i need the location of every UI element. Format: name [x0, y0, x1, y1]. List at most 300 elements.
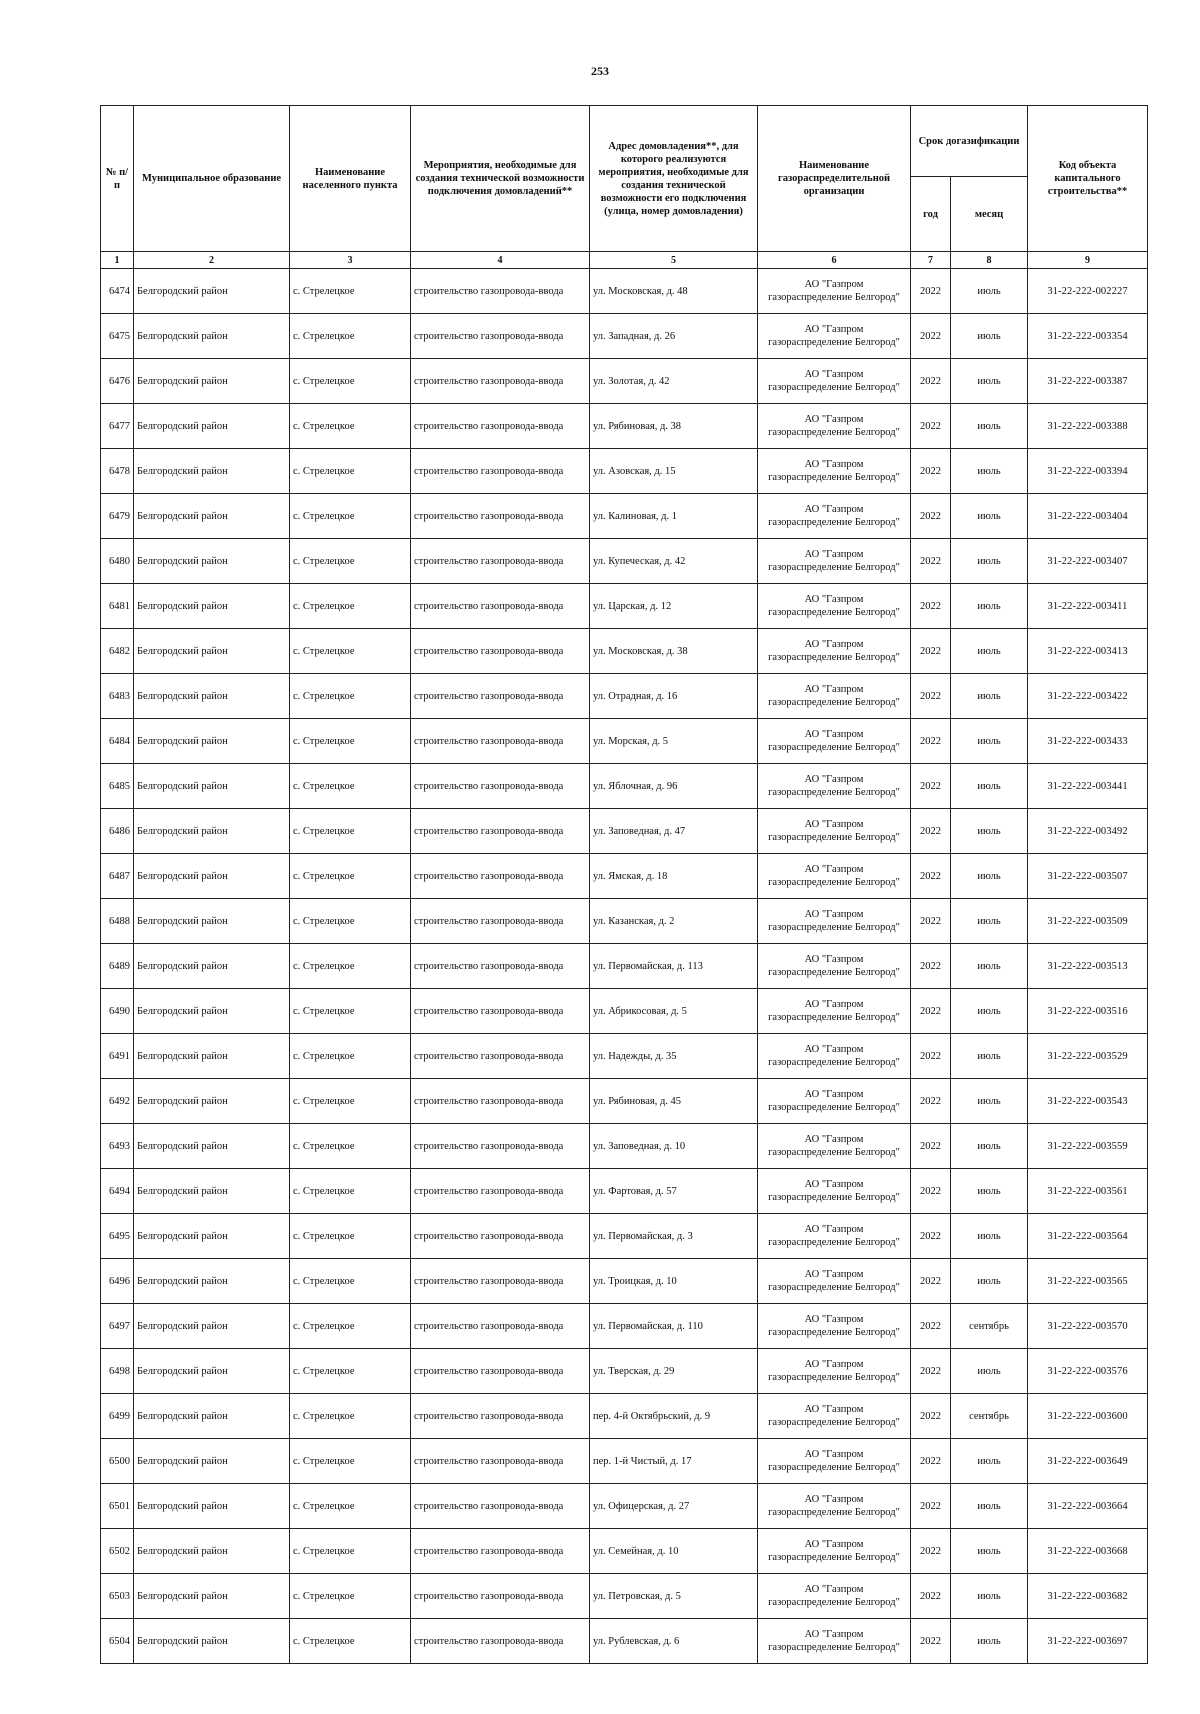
- address-cell: ул. Рублевская, д. 6: [590, 1619, 758, 1664]
- settlement-cell: с. Стрелецкое: [290, 449, 411, 494]
- object-code-cell: 31-22-222-003492: [1028, 809, 1148, 854]
- row-number: 6496: [101, 1259, 134, 1304]
- organization-cell: [758, 944, 911, 989]
- settlement-cell: с. Стрелецкое: [290, 1079, 411, 1124]
- address-cell: ул. Первомайская, д. 110: [590, 1304, 758, 1349]
- organization-cell: [758, 1394, 911, 1439]
- month-cell: июль: [951, 449, 1028, 494]
- measure-cell: строительство газопровода-ввода: [411, 989, 590, 1034]
- settlement-cell: с. Стрелецкое: [290, 1394, 411, 1439]
- object-code-cell: 31-22-222-003564: [1028, 1214, 1148, 1259]
- municipality-cell: Белгородский район: [134, 1259, 290, 1304]
- table-row: [101, 899, 1148, 944]
- object-code-cell: 31-22-222-003529: [1028, 1034, 1148, 1079]
- row-number: 6475: [101, 314, 134, 359]
- organization-line: газораспределение Белгород": [768, 1192, 900, 1203]
- table-row: [101, 1079, 1148, 1124]
- measure-cell: строительство газопровода-ввода: [411, 944, 590, 989]
- organization-cell: [758, 1574, 911, 1619]
- month-cell: июль: [951, 899, 1028, 944]
- municipality-cell: Белгородский район: [134, 584, 290, 629]
- column-index: 5: [590, 252, 758, 269]
- row-number: 6490: [101, 989, 134, 1034]
- organization-line: АО "Газпром: [804, 1494, 864, 1505]
- settlement-cell: с. Стрелецкое: [290, 1169, 411, 1214]
- settlement-cell: с. Стрелецкое: [290, 1034, 411, 1079]
- address-cell: ул. Золотая, д. 42: [590, 359, 758, 404]
- municipality-cell: Белгородский район: [134, 1214, 290, 1259]
- header-municipality: Муниципальное образование: [134, 106, 290, 252]
- organization-line: газораспределение Белгород": [768, 1462, 900, 1473]
- municipality-cell: Белгородский район: [134, 314, 290, 359]
- row-number: 6477: [101, 404, 134, 449]
- object-code-cell: 31-22-222-003649: [1028, 1439, 1148, 1484]
- organization-cell: [758, 1214, 911, 1259]
- object-code-cell: 31-22-222-003411: [1028, 584, 1148, 629]
- organization-line: газораспределение Белгород": [768, 1237, 900, 1248]
- month-cell: июль: [951, 1034, 1028, 1079]
- measure-cell: строительство газопровода-ввода: [411, 314, 590, 359]
- organization-line: АО "Газпром: [804, 1539, 864, 1550]
- object-code-cell: 31-22-222-002227: [1028, 269, 1148, 314]
- organization-line: АО "Газпром: [804, 1224, 864, 1235]
- organization-line: газораспределение Белгород": [768, 1417, 900, 1428]
- year-cell: 2022: [911, 1574, 951, 1619]
- organization-line: газораспределение Белгород": [768, 427, 900, 438]
- table-row: [101, 269, 1148, 314]
- organization-line: АО "Газпром: [804, 864, 864, 875]
- organization-line: газораспределение Белгород": [768, 697, 900, 708]
- row-number: 6501: [101, 1484, 134, 1529]
- organization-line: газораспределение Белгород": [768, 337, 900, 348]
- table-row: [101, 944, 1148, 989]
- organization-cell: [758, 494, 911, 539]
- measure-cell: строительство газопровода-ввода: [411, 1574, 590, 1619]
- municipality-cell: Белгородский район: [134, 899, 290, 944]
- settlement-cell: с. Стрелецкое: [290, 989, 411, 1034]
- address-cell: ул. Петровская, д. 5: [590, 1574, 758, 1619]
- organization-cell: [758, 359, 911, 404]
- object-code-cell: 31-22-222-003570: [1028, 1304, 1148, 1349]
- address-cell: пер. 4-й Октябрьский, д. 9: [590, 1394, 758, 1439]
- year-cell: 2022: [911, 269, 951, 314]
- month-cell: июль: [951, 314, 1028, 359]
- organization-cell: [758, 1034, 911, 1079]
- column-index: 6: [758, 252, 911, 269]
- object-code-cell: 31-22-222-003422: [1028, 674, 1148, 719]
- organization-line: газораспределение Белгород": [768, 607, 900, 618]
- address-cell: ул. Ямская, д. 18: [590, 854, 758, 899]
- organization-line: АО "Газпром: [804, 594, 864, 605]
- row-number: 6497: [101, 1304, 134, 1349]
- municipality-cell: Белгородский район: [134, 944, 290, 989]
- column-index: 3: [290, 252, 411, 269]
- object-code-cell: 31-22-222-003664: [1028, 1484, 1148, 1529]
- month-cell: июль: [951, 539, 1028, 584]
- organization-line: газораспределение Белгород": [768, 922, 900, 933]
- organization-line: АО "Газпром: [804, 1269, 864, 1280]
- row-number: 6480: [101, 539, 134, 584]
- organization-line: газораспределение Белгород": [768, 877, 900, 888]
- organization-line: газораспределение Белгород": [768, 652, 900, 663]
- table-row: [101, 1214, 1148, 1259]
- row-number: 6481: [101, 584, 134, 629]
- year-cell: 2022: [911, 1619, 951, 1664]
- settlement-cell: с. Стрелецкое: [290, 314, 411, 359]
- organization-cell: [758, 719, 911, 764]
- month-cell: июль: [951, 1079, 1028, 1124]
- object-code-cell: 31-22-222-003559: [1028, 1124, 1148, 1169]
- year-cell: 2022: [911, 314, 951, 359]
- organization-cell: [758, 854, 911, 899]
- address-cell: ул. Московская, д. 38: [590, 629, 758, 674]
- organization-cell: [758, 1619, 911, 1664]
- address-cell: ул. Отрадная, д. 16: [590, 674, 758, 719]
- organization-cell: [758, 674, 911, 719]
- month-cell: июль: [951, 1259, 1028, 1304]
- municipality-cell: Белгородский район: [134, 1304, 290, 1349]
- organization-line: АО "Газпром: [804, 549, 864, 560]
- settlement-cell: с. Стрелецкое: [290, 764, 411, 809]
- header-num: № п/п: [101, 106, 134, 252]
- year-cell: 2022: [911, 809, 951, 854]
- address-cell: ул. Царская, д. 12: [590, 584, 758, 629]
- organization-line: АО "Газпром: [804, 819, 864, 830]
- header-address: Адрес домовладения**, для которого реализуются мероприятия, необходимые для создания технической возможности его подключения (улица, номер домовладения): [590, 106, 758, 252]
- settlement-cell: с. Стрелецкое: [290, 1619, 411, 1664]
- organization-line: АО "Газпром: [804, 369, 864, 380]
- settlement-cell: с. Стрелецкое: [290, 1574, 411, 1619]
- year-cell: 2022: [911, 1484, 951, 1529]
- object-code-cell: 31-22-222-003682: [1028, 1574, 1148, 1619]
- address-cell: ул. Тверская, д. 29: [590, 1349, 758, 1394]
- month-cell: июль: [951, 1574, 1028, 1619]
- organization-line: АО "Газпром: [804, 1584, 864, 1595]
- municipality-cell: Белгородский район: [134, 1439, 290, 1484]
- column-index: 7: [911, 252, 951, 269]
- measure-cell: строительство газопровода-ввода: [411, 494, 590, 539]
- year-cell: 2022: [911, 1259, 951, 1304]
- row-number: 6485: [101, 764, 134, 809]
- column-index: 4: [411, 252, 590, 269]
- month-cell: июль: [951, 1484, 1028, 1529]
- table-row: [101, 1574, 1148, 1619]
- header-settlement: Наименование населенного пункта: [290, 106, 411, 252]
- table-row: [101, 1349, 1148, 1394]
- year-cell: 2022: [911, 449, 951, 494]
- organization-cell: [758, 269, 911, 314]
- row-number: 6493: [101, 1124, 134, 1169]
- month-cell: июль: [951, 1214, 1028, 1259]
- measure-cell: строительство газопровода-ввода: [411, 1169, 590, 1214]
- organization-line: газораспределение Белгород": [768, 967, 900, 978]
- row-number: 6491: [101, 1034, 134, 1079]
- table-row: [101, 494, 1148, 539]
- row-number: 6479: [101, 494, 134, 539]
- column-index: 2: [134, 252, 290, 269]
- organization-line: газораспределение Белгород": [768, 517, 900, 528]
- organization-line: газораспределение Белгород": [768, 1102, 900, 1113]
- measure-cell: строительство газопровода-ввода: [411, 719, 590, 764]
- row-number: 6495: [101, 1214, 134, 1259]
- table-row: [101, 764, 1148, 809]
- month-cell: сентябрь: [951, 1304, 1028, 1349]
- municipality-cell: Белгородский район: [134, 359, 290, 404]
- organization-cell: [758, 989, 911, 1034]
- municipality-cell: Белгородский район: [134, 1079, 290, 1124]
- table-row: [101, 1529, 1148, 1574]
- address-cell: ул. Рябиновая, д. 45: [590, 1079, 758, 1124]
- year-cell: 2022: [911, 854, 951, 899]
- settlement-cell: с. Стрелецкое: [290, 1124, 411, 1169]
- month-cell: июль: [951, 1349, 1028, 1394]
- address-cell: ул. Заповедная, д. 10: [590, 1124, 758, 1169]
- year-cell: 2022: [911, 629, 951, 674]
- address-cell: ул. Фартовая, д. 57: [590, 1169, 758, 1214]
- address-cell: ул. Заповедная, д. 47: [590, 809, 758, 854]
- organization-line: АО "Газпром: [804, 639, 864, 650]
- municipality-cell: Белгородский район: [134, 629, 290, 674]
- address-cell: ул. Семейная, д. 10: [590, 1529, 758, 1574]
- row-number: 6492: [101, 1079, 134, 1124]
- year-cell: 2022: [911, 494, 951, 539]
- organization-line: газораспределение Белгород": [768, 292, 900, 303]
- organization-cell: [758, 404, 911, 449]
- object-code-cell: 31-22-222-003441: [1028, 764, 1148, 809]
- month-cell: июль: [951, 404, 1028, 449]
- municipality-cell: Белгородский район: [134, 449, 290, 494]
- measure-cell: строительство газопровода-ввода: [411, 1484, 590, 1529]
- measure-cell: строительство газопровода-ввода: [411, 1259, 590, 1304]
- organization-cell: [758, 449, 911, 494]
- page-number: 253: [591, 64, 609, 78]
- object-code-cell: 31-22-222-003516: [1028, 989, 1148, 1034]
- settlement-cell: с. Стрелецкое: [290, 1259, 411, 1304]
- organization-cell: [758, 584, 911, 629]
- table-row: [101, 584, 1148, 629]
- organization-line: АО "Газпром: [804, 999, 864, 1010]
- row-number: 6503: [101, 1574, 134, 1619]
- table-row: [101, 314, 1148, 359]
- year-cell: 2022: [911, 1304, 951, 1349]
- organization-line: газораспределение Белгород": [768, 1327, 900, 1338]
- organization-line: газораспределение Белгород": [768, 1147, 900, 1158]
- month-cell: июль: [951, 269, 1028, 314]
- organization-cell: [758, 1439, 911, 1484]
- address-cell: ул. Яблочная, д. 96: [590, 764, 758, 809]
- month-cell: июль: [951, 1169, 1028, 1214]
- municipality-cell: Белгородский район: [134, 1349, 290, 1394]
- organization-line: газораспределение Белгород": [768, 1057, 900, 1068]
- measure-cell: строительство газопровода-ввода: [411, 539, 590, 584]
- municipality-cell: Белгородский район: [134, 719, 290, 764]
- address-cell: ул. Купеческая, д. 42: [590, 539, 758, 584]
- year-cell: 2022: [911, 989, 951, 1034]
- municipality-cell: Белгородский район: [134, 1394, 290, 1439]
- month-cell: июль: [951, 1124, 1028, 1169]
- organization-line: АО "Газпром: [804, 909, 864, 920]
- object-code-cell: 31-22-222-003543: [1028, 1079, 1148, 1124]
- settlement-cell: с. Стрелецкое: [290, 359, 411, 404]
- year-cell: 2022: [911, 1034, 951, 1079]
- year-cell: 2022: [911, 674, 951, 719]
- organization-cell: [758, 539, 911, 584]
- settlement-cell: с. Стрелецкое: [290, 269, 411, 314]
- organization-cell: [758, 1079, 911, 1124]
- object-code-cell: 31-22-222-003600: [1028, 1394, 1148, 1439]
- settlement-cell: с. Стрелецкое: [290, 674, 411, 719]
- year-cell: 2022: [911, 1529, 951, 1574]
- object-code-cell: 31-22-222-003407: [1028, 539, 1148, 584]
- address-cell: ул. Калиновая, д. 1: [590, 494, 758, 539]
- year-cell: 2022: [911, 1169, 951, 1214]
- organization-line: газораспределение Белгород": [768, 1507, 900, 1518]
- organization-line: газораспределение Белгород": [768, 1282, 900, 1293]
- object-code-cell: 31-22-222-003565: [1028, 1259, 1148, 1304]
- year-cell: 2022: [911, 359, 951, 404]
- measure-cell: строительство газопровода-ввода: [411, 1529, 590, 1574]
- month-cell: июль: [951, 854, 1028, 899]
- month-cell: июль: [951, 1529, 1028, 1574]
- address-cell: ул. Казанская, д. 2: [590, 899, 758, 944]
- municipality-cell: Белгородский район: [134, 1574, 290, 1619]
- year-cell: 2022: [911, 404, 951, 449]
- row-number: 6488: [101, 899, 134, 944]
- column-index: 8: [951, 252, 1028, 269]
- organization-cell: [758, 1529, 911, 1574]
- organization-line: АО "Газпром: [804, 414, 864, 425]
- measure-cell: строительство газопровода-ввода: [411, 1394, 590, 1439]
- month-cell: июль: [951, 584, 1028, 629]
- settlement-cell: с. Стрелецкое: [290, 854, 411, 899]
- table-row: [101, 539, 1148, 584]
- table-row: [101, 989, 1148, 1034]
- table-row: [101, 674, 1148, 719]
- object-code-cell: 31-22-222-003354: [1028, 314, 1148, 359]
- table-row: [101, 1034, 1148, 1079]
- settlement-cell: с. Стрелецкое: [290, 899, 411, 944]
- year-cell: 2022: [911, 1079, 951, 1124]
- organization-cell: [758, 1484, 911, 1529]
- settlement-cell: с. Стрелецкое: [290, 1349, 411, 1394]
- organization-cell: [758, 1259, 911, 1304]
- address-cell: ул. Рябиновая, д. 38: [590, 404, 758, 449]
- settlement-cell: с. Стрелецкое: [290, 494, 411, 539]
- measure-cell: строительство газопровода-ввода: [411, 584, 590, 629]
- measure-cell: строительство газопровода-ввода: [411, 1214, 590, 1259]
- organization-line: АО "Газпром: [804, 459, 864, 470]
- municipality-cell: Белгородский район: [134, 494, 290, 539]
- month-cell: сентябрь: [951, 1394, 1028, 1439]
- row-number: 6499: [101, 1394, 134, 1439]
- table-row: [101, 449, 1148, 494]
- header-year: год: [911, 177, 951, 252]
- organization-line: газораспределение Белгород": [768, 562, 900, 573]
- settlement-cell: с. Стрелецкое: [290, 1214, 411, 1259]
- table-row: [101, 629, 1148, 674]
- address-cell: ул. Первомайская, д. 3: [590, 1214, 758, 1259]
- municipality-cell: Белгородский район: [134, 1529, 290, 1574]
- month-cell: июль: [951, 989, 1028, 1034]
- municipality-cell: Белгородский район: [134, 809, 290, 854]
- measure-cell: строительство газопровода-ввода: [411, 629, 590, 674]
- organization-line: АО "Газпром: [804, 774, 864, 785]
- measure-cell: строительство газопровода-ввода: [411, 809, 590, 854]
- organization-line: газораспределение Белгород": [768, 1642, 900, 1653]
- measure-cell: строительство газопровода-ввода: [411, 404, 590, 449]
- organization-cell: [758, 764, 911, 809]
- month-cell: июль: [951, 629, 1028, 674]
- table-row: [101, 719, 1148, 764]
- header-org: Наименование газораспределительной организации: [758, 106, 911, 252]
- row-number: 6504: [101, 1619, 134, 1664]
- table-row: [101, 1304, 1148, 1349]
- settlement-cell: с. Стрелецкое: [290, 539, 411, 584]
- object-code-cell: 31-22-222-003668: [1028, 1529, 1148, 1574]
- object-code-cell: 31-22-222-003576: [1028, 1349, 1148, 1394]
- organization-line: газораспределение Белгород": [768, 1597, 900, 1608]
- object-code-cell: 31-22-222-003561: [1028, 1169, 1148, 1214]
- object-code-cell: 31-22-222-003507: [1028, 854, 1148, 899]
- organization-line: АО "Газпром: [804, 1089, 864, 1100]
- table-row: [101, 854, 1148, 899]
- measure-cell: строительство газопровода-ввода: [411, 1034, 590, 1079]
- month-cell: июль: [951, 1439, 1028, 1484]
- organization-line: газораспределение Белгород": [768, 472, 900, 483]
- measure-cell: строительство газопровода-ввода: [411, 854, 590, 899]
- organization-line: газораспределение Белгород": [768, 787, 900, 798]
- settlement-cell: с. Стрелецкое: [290, 1439, 411, 1484]
- organization-cell: [758, 629, 911, 674]
- organization-line: АО "Газпром: [804, 729, 864, 740]
- month-cell: июль: [951, 359, 1028, 404]
- gasification-table: [100, 105, 1148, 1664]
- measure-cell: строительство газопровода-ввода: [411, 1079, 590, 1124]
- row-number: 6478: [101, 449, 134, 494]
- address-cell: ул. Западная, д. 26: [590, 314, 758, 359]
- year-cell: 2022: [911, 584, 951, 629]
- organization-line: АО "Газпром: [804, 954, 864, 965]
- row-number: 6498: [101, 1349, 134, 1394]
- organization-line: АО "Газпром: [804, 1179, 864, 1190]
- row-number: 6487: [101, 854, 134, 899]
- month-cell: июль: [951, 494, 1028, 539]
- settlement-cell: с. Стрелецкое: [290, 1304, 411, 1349]
- municipality-cell: Белгородский район: [134, 539, 290, 584]
- municipality-cell: Белгородский район: [134, 1034, 290, 1079]
- column-index: 9: [1028, 252, 1148, 269]
- row-number: 6482: [101, 629, 134, 674]
- header-deadline: Срок догазификации: [911, 106, 1028, 177]
- year-cell: 2022: [911, 1394, 951, 1439]
- address-cell: ул. Первомайская, д. 113: [590, 944, 758, 989]
- organization-line: газораспределение Белгород": [768, 742, 900, 753]
- address-cell: ул. Азовская, д. 15: [590, 449, 758, 494]
- measure-cell: строительство газопровода-ввода: [411, 449, 590, 494]
- column-index: 1: [101, 252, 134, 269]
- table-row: [101, 1619, 1148, 1664]
- row-number: 6494: [101, 1169, 134, 1214]
- organization-line: газораспределение Белгород": [768, 1012, 900, 1023]
- table-row: [101, 1259, 1148, 1304]
- organization-line: АО "Газпром: [804, 279, 864, 290]
- organization-cell: [758, 809, 911, 854]
- table-body: [101, 269, 1148, 1664]
- object-code-cell: 31-22-222-003433: [1028, 719, 1148, 764]
- organization-line: АО "Газпром: [804, 1314, 864, 1325]
- settlement-cell: с. Стрелецкое: [290, 809, 411, 854]
- address-cell: ул. Морская, д. 5: [590, 719, 758, 764]
